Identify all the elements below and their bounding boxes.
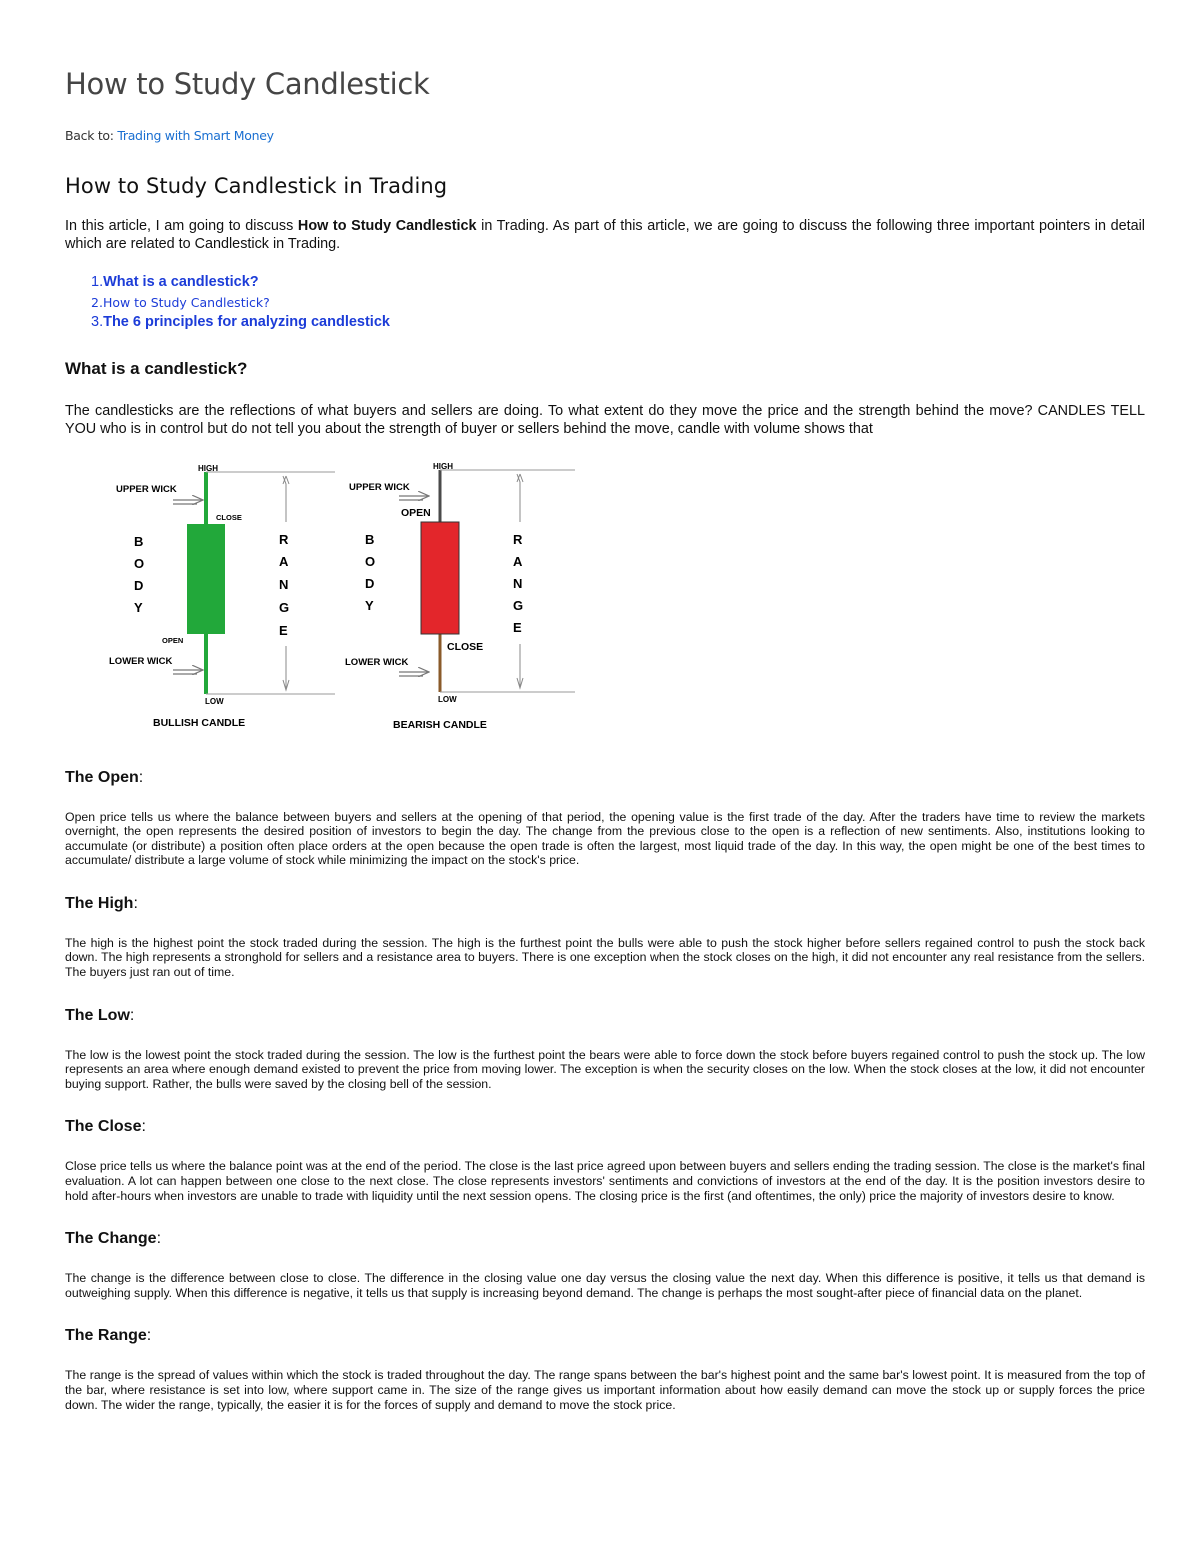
section-colon: :: [133, 894, 138, 912]
section-title-text: The Open: [65, 768, 139, 786]
section-title-text: The Change: [65, 1230, 157, 1248]
section-title: [65, 1006, 1145, 1026]
body-letters: [134, 534, 144, 615]
toc-item-1[interactable]: [91, 273, 1145, 293]
range-letter: R: [513, 531, 523, 547]
range-letter: R: [279, 531, 289, 547]
bearish-body: [421, 522, 459, 634]
section-text: Close price tells us where the balance point was at the end of the period. The close is the last price agreed upon between buyers and sellers ending the trading session. The close is the market's final evaluation. A lot can happen between one close to the next close. The close represents investors' sentiments and convictions of investors at the end of the day. It is the position investors desire to hold after-hours when investors are unable to trade with liquidity until the next session opens. The closing price is the first (and oftentimes, the only) price the majority of investors desire to know.: [65, 1159, 1145, 1203]
document-title: How to Study Candlestick: [65, 67, 430, 101]
section-title: [65, 768, 1145, 788]
section-colon: :: [141, 1118, 146, 1136]
section-low: [65, 1006, 1145, 1092]
section-text: Open price tells us where the balance between buyers and sellers at the opening of that period, the opening value is the first trade of the day. After the traders have time to review the markets overnight, the open represents the desired position of investors to begin the day. The change from the previous close to the open is a reflection of new sentiments. Also, institutions looking to accumulate (or distribute) a position often place orders at the open because the open trade is often the largest, most liquid trade of the day. In this way, the open might be one of the best times to accumulate/ distribute a large volume of stock while minimizing the impact on the stock's price.: [65, 809, 1145, 868]
section-text: The low is the lowest point the stock traded during the session. The low is the furthest point the bears were able to force down the stock before buyers regained control to push the stock up. The low represents an area where enough demand existed to prevent the price from moving lower. The exception is when the security closes on the low. When the stock closes at the low, it did not encounter buying support. Rather, the bulls were saved by the closing bell of the session.: [65, 1047, 1145, 1091]
section-colon: :: [129, 1006, 135, 1024]
upper-wick-label: UPPER WICK: [349, 481, 410, 493]
range-letters: [513, 532, 523, 635]
toc-link[interactable]: How to Study Candlestick?: [102, 294, 270, 310]
back-link[interactable]: Trading with Smart Money: [117, 128, 274, 143]
article-heading: How to Study Candlestick in Trading: [65, 174, 448, 198]
open-label: OPEN: [162, 635, 184, 645]
body-letter: O: [365, 553, 376, 569]
bearish-candle: [345, 462, 575, 731]
low-label: LOW: [438, 694, 457, 704]
high-label: HIGH: [198, 463, 218, 473]
toc-item-2[interactable]: [91, 293, 1145, 314]
body-letter: O: [134, 555, 145, 571]
lower-wick-label: LOWER WICK: [345, 656, 409, 668]
section-text: The range is the spread of values within which the stock is traded throughout the day. The range spans between the bar's highest point and the same bar's lowest point. It is measured from the top of the bar, where resistance is set into low, where support came in. The size of the range gives us important information about how easily demand can move the stock up or supply forces the price down. The wider the range, typically, the easier it is for the forces of supply and demand to move the stock price.: [65, 1368, 1145, 1412]
toc-number: 1.: [91, 274, 104, 290]
intro-text-end: in Trading. As part of this article, we are going to discuss the following three important pointers in detail which are related to Candlestick in Trading.: [65, 218, 1145, 252]
body-letter: B: [134, 533, 144, 549]
toc-number: 3.: [91, 314, 104, 330]
section-colon: :: [146, 1327, 152, 1345]
intro-paragraph: [65, 217, 1145, 253]
section-title: [65, 1117, 1145, 1137]
range-letter: G: [279, 599, 290, 615]
breadcrumb: [65, 128, 1145, 144]
section-text: The high is the highest point the stock traded during the session. The high is the furthest point the bulls were able to push the stock higher before sellers regained control to push the stock back down. The high represents a stronghold for sellers and a resistance area to buyers. There is one exception when the stock closes on the high, it did not encounter any real resistance from the sellers. The buyers just ran out of time.: [65, 935, 1145, 980]
what-is-heading: What is a candlestick?: [65, 358, 248, 378]
section-colon: :: [138, 768, 144, 786]
range-letter: E: [279, 622, 288, 638]
candlestick-figure: [65, 460, 1145, 738]
table-of-contents: [65, 273, 1145, 333]
bullish-body: [187, 524, 225, 634]
definition-sections: [65, 768, 1145, 1413]
open-label: OPEN: [401, 506, 431, 519]
range-up-arrow-icon: [517, 474, 523, 522]
toc-link[interactable]: The 6 principles for analyzing candlestick: [103, 314, 390, 330]
body-letters: [365, 532, 375, 613]
bearish-caption: BEARISH CANDLE: [393, 718, 487, 731]
toc-item-3[interactable]: [91, 313, 1145, 333]
range-letter: N: [513, 575, 523, 591]
section-title-text: The Low: [65, 1006, 130, 1024]
section-title: [65, 894, 1145, 914]
section-colon: :: [156, 1230, 162, 1248]
range-down-arrow-icon: [517, 644, 523, 688]
section-title: [65, 1326, 1145, 1346]
range-letters: [279, 532, 289, 638]
section-title-text: The Range: [65, 1327, 147, 1345]
intro-text-start: In this article, I am going to discuss: [65, 218, 298, 234]
close-label: CLOSE: [447, 640, 484, 653]
range-letter: A: [279, 553, 289, 569]
section-text: The change is the difference between close to close. The difference in the closing value one day versus the closing value the next day. When this difference is positive, it tells us that demand is outweighing supply. When this difference is negative, it tells us that supply is increasing beyond demand. The change is perhaps the most sought-after piece of financial data on the planet.: [65, 1271, 1145, 1300]
range-up-arrow-icon: [283, 476, 289, 522]
range-letter: A: [513, 553, 523, 569]
back-prefix: Back to:: [65, 128, 118, 143]
low-label: LOW: [205, 696, 224, 706]
body-letter: D: [365, 575, 375, 591]
toc-number: 2.: [91, 294, 103, 310]
body-letter: Y: [134, 599, 143, 615]
intro-bold-term: How to Study Candlestick: [297, 218, 477, 234]
what-is-paragraph: The candlesticks are the reflections of what buyers and sellers are doing. To what extent do they move the price and the strength behind the move? CANDLES TELL YOU who is in control but do not tell you about the strength of buyer or sellers behind the move, candle with volume shows that: [65, 402, 1145, 437]
range-letter: E: [513, 619, 522, 635]
section-title-text: The High: [65, 894, 134, 912]
section-close: [65, 1117, 1145, 1203]
document-page: [65, 66, 1145, 1412]
body-letter: Y: [365, 597, 374, 613]
bullish-caption: BULLISH CANDLE: [153, 716, 246, 729]
close-label: CLOSE: [216, 512, 242, 522]
high-label: HIGH: [433, 461, 453, 471]
bullish-candle: [109, 464, 335, 729]
candlestick-diagram: [105, 460, 605, 738]
section-range: [65, 1326, 1145, 1412]
toc-link[interactable]: What is a candlestick?: [103, 274, 259, 290]
section-title: [65, 1229, 1145, 1249]
body-letter: B: [365, 531, 375, 547]
lower-wick-label: LOWER WICK: [109, 655, 173, 667]
section-high: [65, 894, 1145, 980]
section-open: [65, 768, 1145, 868]
section-title-text: The Close: [65, 1118, 142, 1136]
body-letter: D: [134, 577, 144, 593]
range-letter: N: [279, 576, 289, 592]
range-down-arrow-icon: [283, 646, 289, 690]
section-change: [65, 1229, 1145, 1300]
upper-wick-label: UPPER WICK: [116, 483, 177, 495]
range-letter: G: [513, 597, 524, 613]
